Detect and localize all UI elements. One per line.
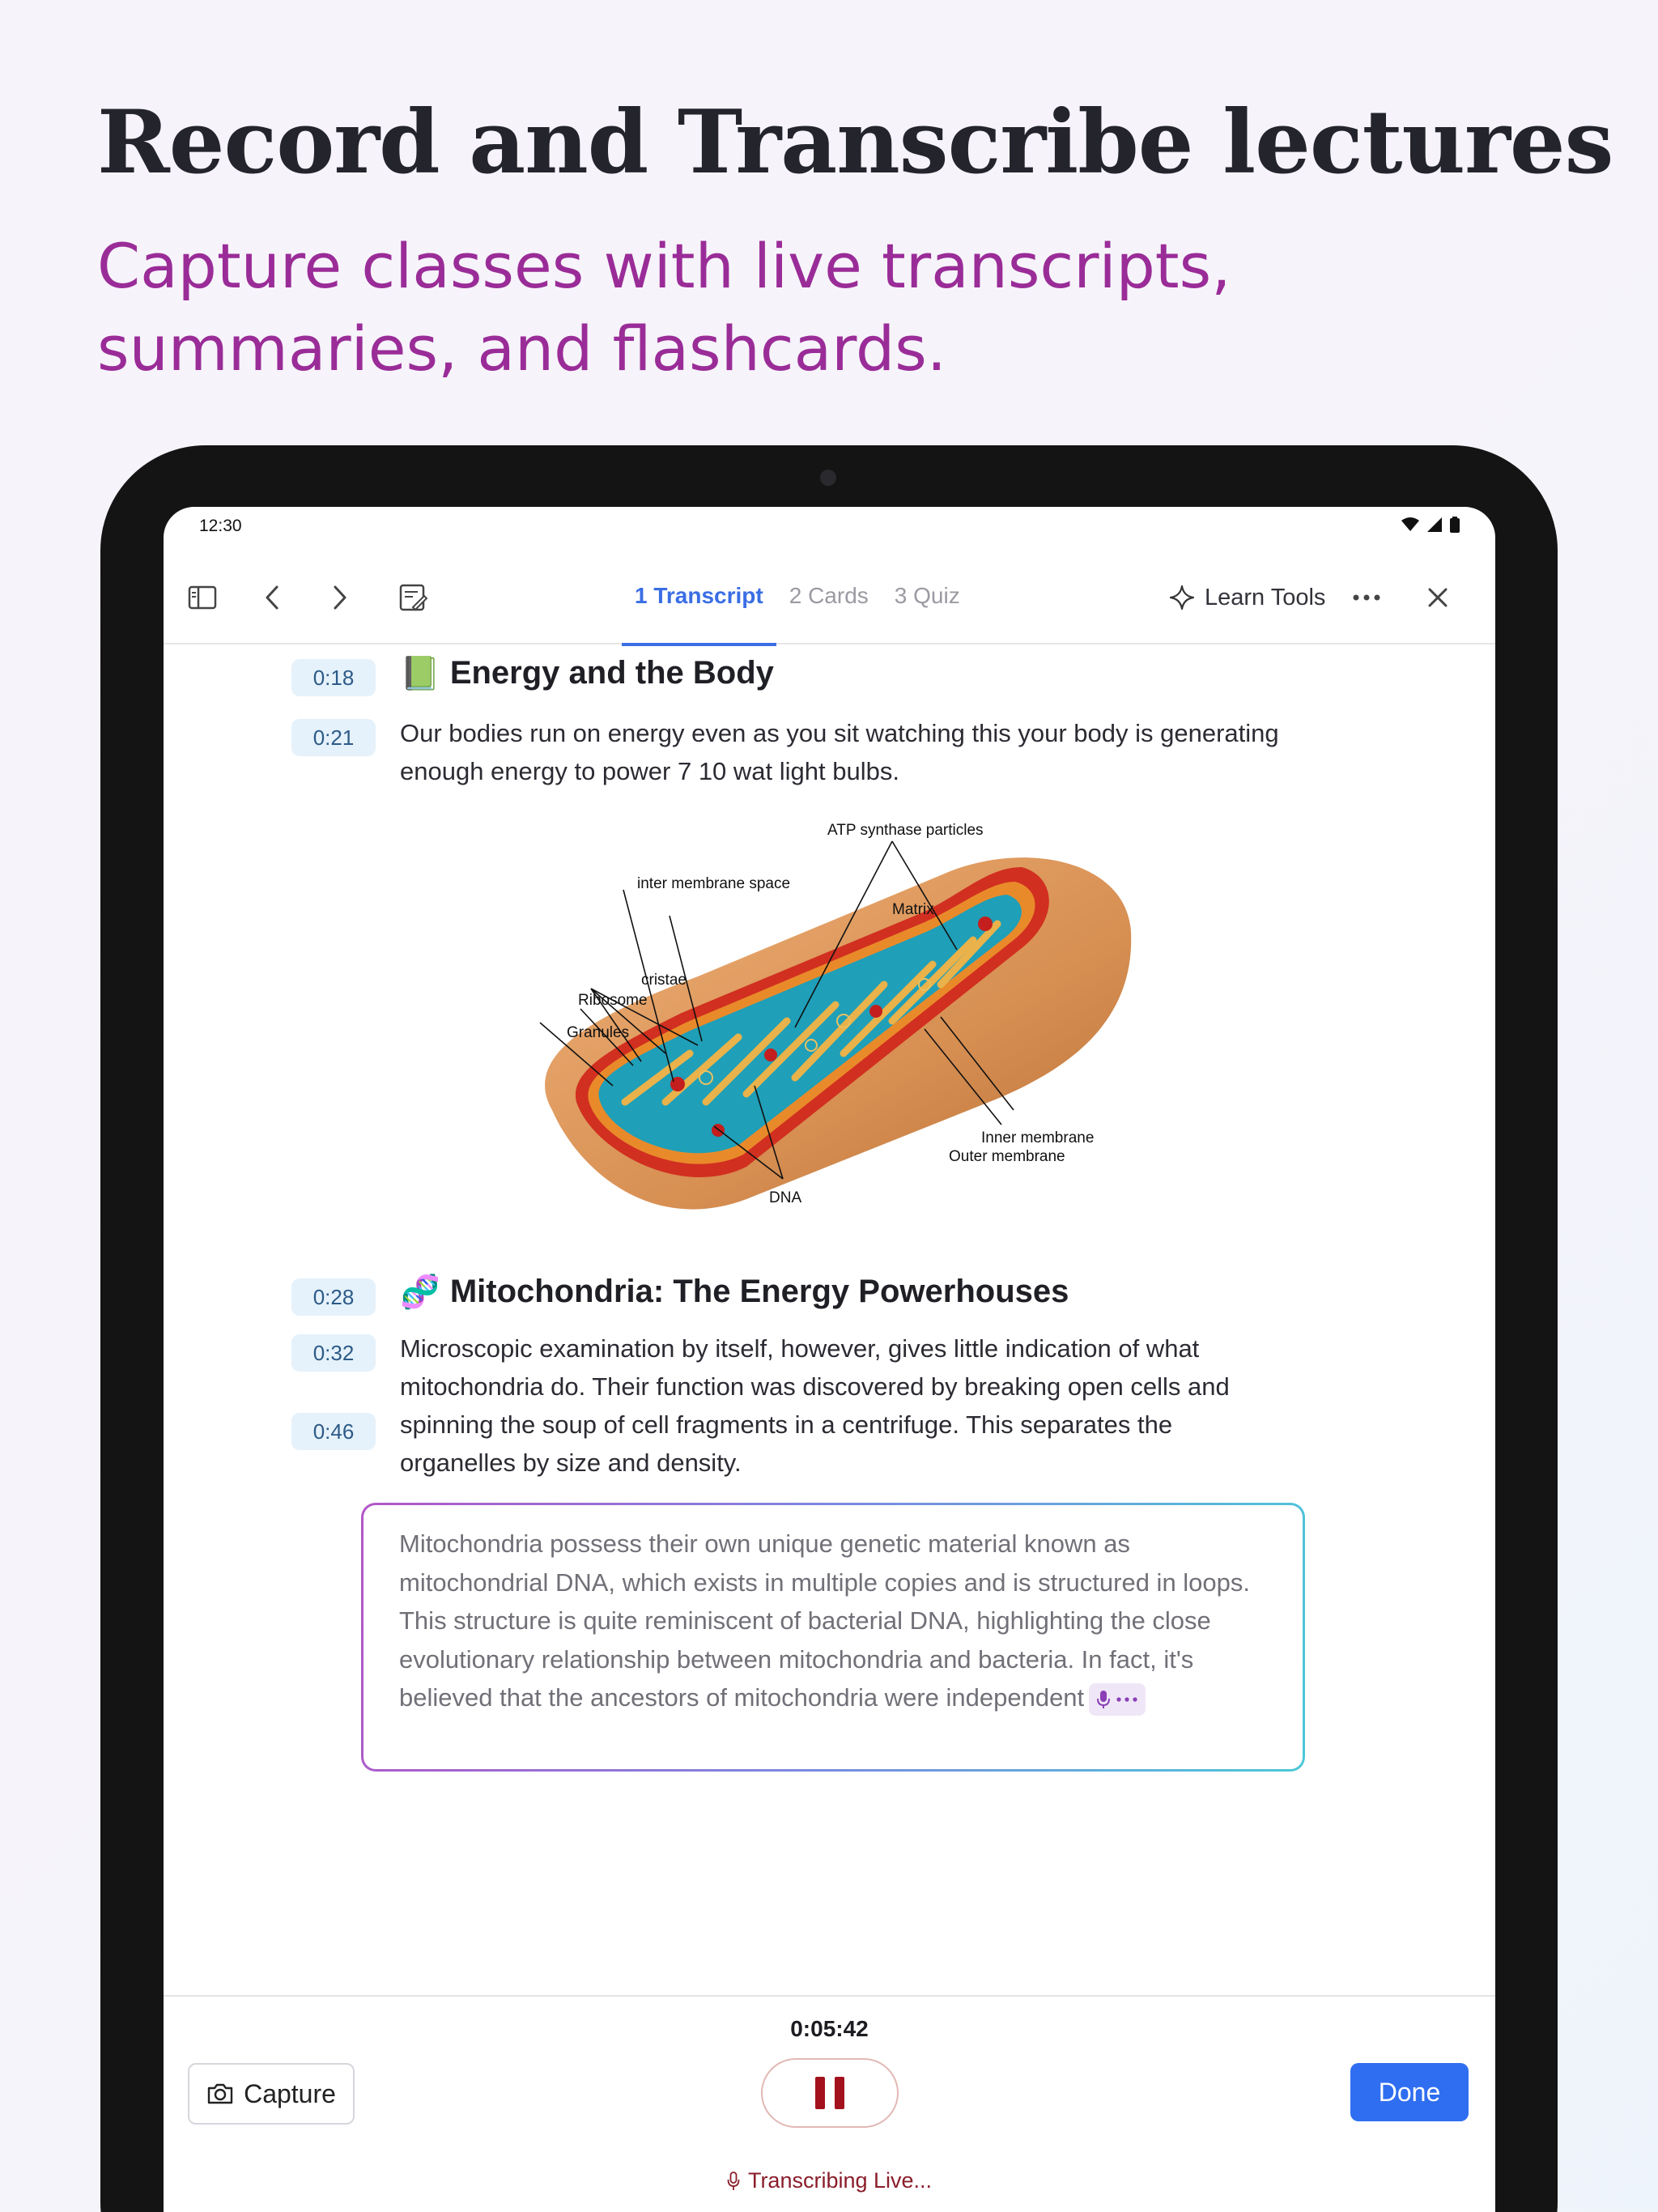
live-transcript-text: Mitochondria possess their own unique genetic material known as mitochondrial DNA, which exists in multiple copies and is structured in loops. This structure is quite reminiscent of bacterial DNA, highlighting the close evolutionary relationship between mitochondria and bacteria. In fact, it's believed that the ancestors of mitochondria were independent (399, 1529, 1251, 1712)
typing-dots-icon (1116, 1697, 1137, 1702)
forward-chevron-icon[interactable] (322, 580, 358, 615)
tab-cards[interactable]: 2 Cards (789, 583, 869, 608)
label-cristae: cristae (641, 972, 687, 989)
timestamp-chip[interactable]: 0:18 (291, 659, 376, 696)
transcript-paragraph: Our bodies run on energy even as you sit watching this your body is generating enough energy to power 7 10 wat light bulbs. (400, 719, 1279, 785)
timestamp-chip[interactable]: 0:46 (291, 1413, 376, 1450)
dna-emoji-icon: 🧬 (400, 1274, 440, 1310)
app-screen (164, 507, 1495, 2212)
transcribing-status (164, 2168, 1495, 2193)
live-indicator (1089, 1683, 1146, 1716)
tab-bar (622, 547, 973, 644)
back-chevron-icon[interactable] (254, 580, 290, 615)
learn-tools-button[interactable] (1169, 578, 1325, 617)
close-icon[interactable] (1420, 580, 1456, 615)
section-heading (400, 1273, 1069, 1311)
capture-label: Capture (244, 2078, 336, 2108)
section-heading-text: Energy and the Body (449, 655, 774, 691)
label-ribosome: Ribosome (578, 992, 648, 1009)
top-toolbar (164, 547, 1495, 644)
pause-icon (835, 2077, 844, 2109)
status-time: 12:30 (199, 517, 242, 535)
sparkle-icon (1169, 585, 1195, 610)
status-icons (1401, 517, 1460, 533)
label-dna: DNA (769, 1189, 802, 1206)
transcript-paragraph: Microscopic examination by itself, however, gives little indication of what mitochondria do. Their function was discovered by breaking open cells and spinning the soup of cell fragments in a centrifuge. This separates the organelles by size and density. (400, 1334, 1230, 1477)
tab-quiz[interactable]: 3 Quiz (894, 583, 960, 608)
section-heading (400, 654, 774, 692)
battery-icon (1450, 517, 1460, 533)
edit-notes-icon[interactable] (395, 580, 431, 615)
label-outer-membrane: Outer membrane (949, 1148, 1065, 1165)
book-emoji-icon: 📗 (400, 656, 440, 691)
more-options-icon[interactable] (1349, 580, 1384, 615)
promo-title: Record and Transcribe lectures (97, 91, 1613, 194)
label-inner-membrane: Inner membrane (981, 1129, 1095, 1146)
label-atp-synthase: ATP synthase particles (827, 822, 984, 839)
live-transcript-content (363, 1505, 1303, 1769)
pause-icon (815, 2077, 825, 2109)
timestamp-chip[interactable]: 0:21 (291, 719, 376, 756)
live-transcript-box (361, 1503, 1305, 1772)
microphone-icon (727, 2172, 740, 2191)
status-bar (164, 507, 1495, 547)
label-intermembrane-space: inter membrane space (637, 875, 791, 892)
done-button[interactable]: Done (1350, 2063, 1469, 2121)
label-matrix: Matrix (892, 901, 934, 918)
front-camera (820, 470, 836, 486)
transcribing-status-label: Transcribing Live... (747, 2168, 933, 2193)
recording-timer: 0:05:42 (790, 2016, 869, 2041)
section-heading-text: Mitochondria: The Energy Powerhouses (449, 1274, 1069, 1309)
signal-icon (1427, 517, 1442, 532)
learn-tools-label: Learn Tools (1205, 584, 1326, 610)
camera-icon (206, 2082, 234, 2105)
pause-recording-button[interactable] (761, 2058, 899, 2128)
microphone-icon (1097, 1690, 1110, 1709)
mitochondria-diagram (504, 810, 1151, 1231)
timestamp-chip[interactable]: 0:28 (291, 1278, 376, 1316)
label-granules: Granules (567, 1024, 630, 1041)
promo-subtitle: Capture classes with live transcripts, summaries, and flashcards. (97, 230, 1231, 385)
tab-transcript[interactable]: 1 Transcript (622, 547, 776, 644)
timestamp-chip[interactable]: 0:32 (291, 1334, 376, 1372)
wifi-icon (1401, 517, 1419, 532)
capture-button[interactable] (188, 2063, 355, 2125)
bottom-divider (164, 1995, 1495, 1997)
sidebar-toggle-icon[interactable] (185, 580, 220, 615)
